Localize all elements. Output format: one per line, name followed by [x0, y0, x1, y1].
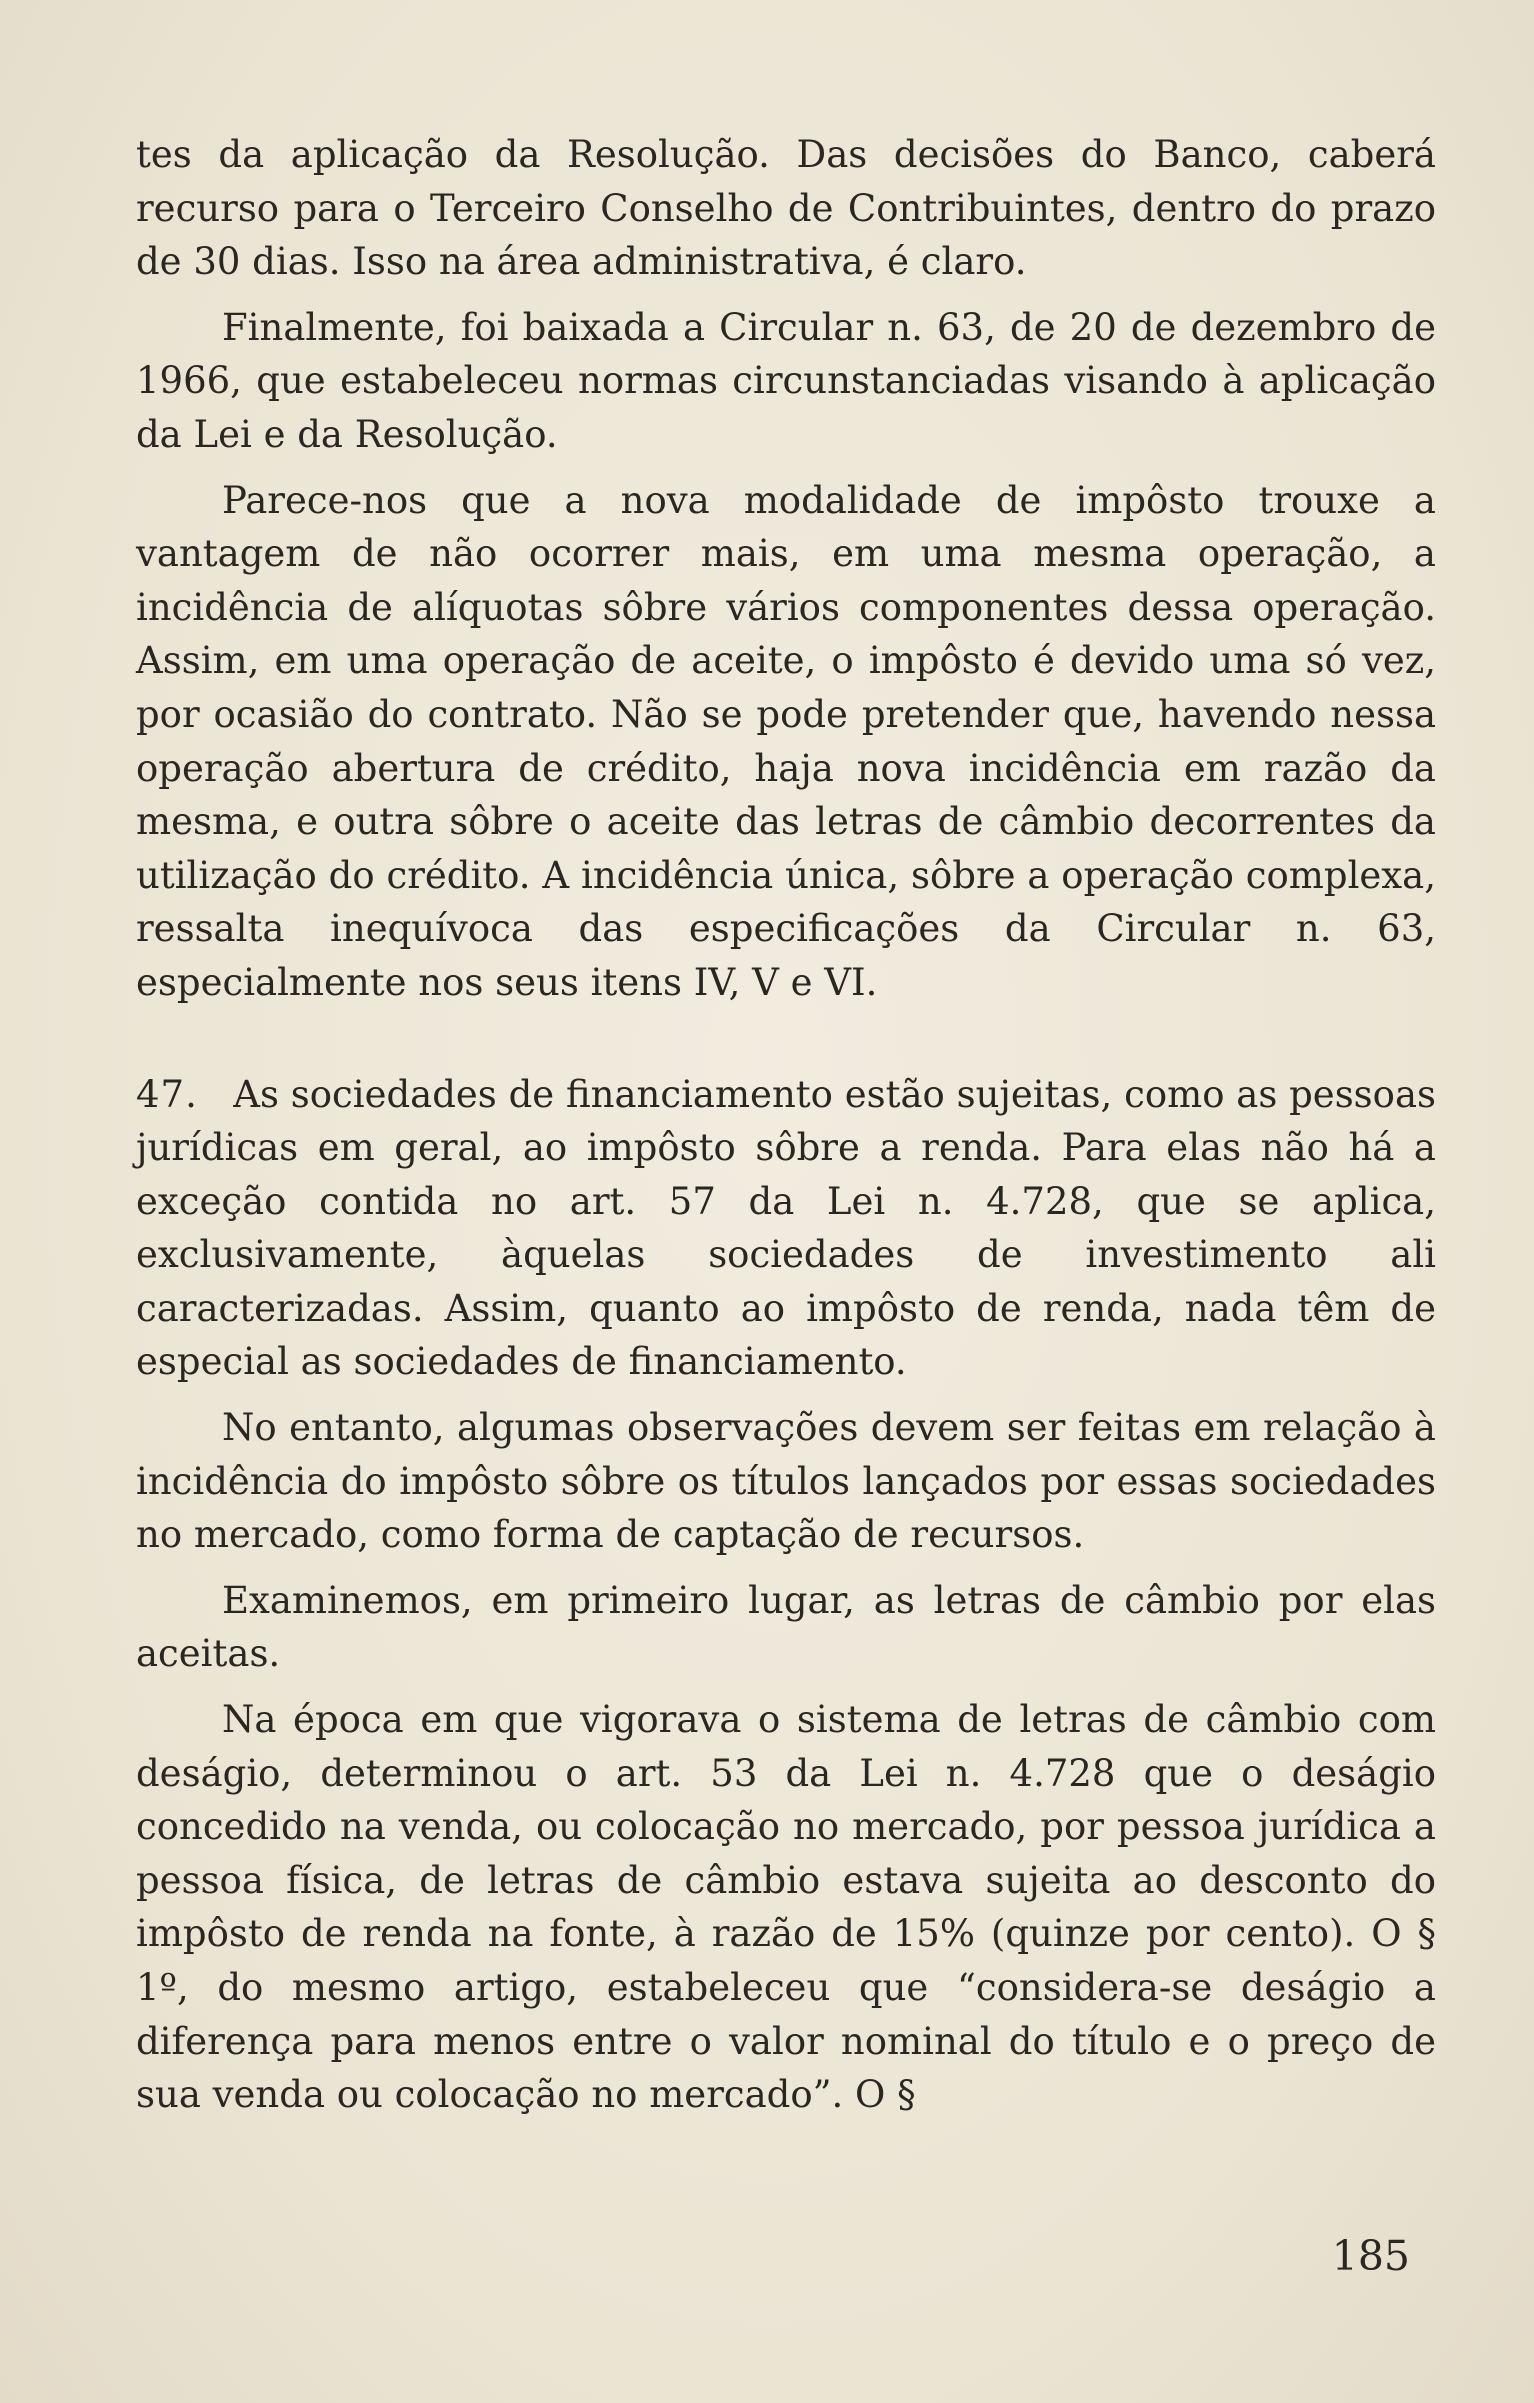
body-text: [136, 128, 1436, 2122]
section-number: 47.: [136, 1072, 198, 1116]
paragraph-desagio: Na época em que vigorava o sistema de letras de câmbio com deságio, determinou o art. 53 da Lei n. 4.728 que o deságio concedido na venda, ou colocação no mercado, por pessoa jurídica a pessoa física, de letras de câmbio estava sujeita ao desconto do impôsto de renda na fonte, à razão de 15% (quinze por cento). O § 1º, do mesmo artigo, estabeleceu que “considera-se deságio a diferença para menos entre o valor nominal do título e o preço de sua venda ou colocação no mercado”. O §: [136, 1698, 1436, 2117]
paragraph-tax-advantage: Parece-nos que a nova modalidade de impôsto trouxe a vantagem de não ocorrer mais, em uma mesma operação, a incidência de alíquotas sôbre vários componentes dessa operação. Assim, em uma operação de aceite, o impôsto é devido uma só vez, por ocasião do contrato. Não se pode pretender que, havendo nessa operação abertura de crédito, haja nova incidência em razão da mesma, e outra sôbre o aceite das letras de câmbio decorrentes da utilização do crédito. A incidência única, sôbre a operação complexa, ressalta inequívoca das especificações da Circular n. 63, especialmente nos seus itens IV, V e VI.: [136, 478, 1436, 1004]
paragraph-section-47: [136, 1068, 1436, 1390]
paragraph-observations: No entanto, algumas observações devem ser feitas em relação à incidência do impôsto sôbre os títulos lançados por essas sociedades no mercado, como forma de captação de recursos.: [136, 1406, 1436, 1557]
paragraph-continuation: tes da aplicação da Resolução. Das decisões do Banco, caberá recurso para o Terceiro Conselho de Contribuintes, dentro do prazo de 30 dias. Isso na área administrativa, é claro.: [136, 133, 1436, 284]
section-47-text: As sociedades de financiamento estão sujeitas, como as pessoas jurídicas em geral, ao impôsto sôbre a renda. Para elas não há a exceção contida no art. 57 da Lei n. 4.728, que se aplica, exclusivamente, àquelas sociedades de investimento ali caracterizadas. Assim, quanto ao impôsto de renda, nada têm de especial as sociedades de financiamento.: [136, 1072, 1436, 1384]
page-number: 185: [1331, 2232, 1410, 2280]
paragraph-circular: Finalmente, foi baixada a Circular n. 63, de 20 de dezembro de 1966, que estabeleceu normas circunstanciadas visando à aplicação da Lei e da Resolução.: [136, 305, 1436, 456]
paragraph-examine: Examinemos, em primeiro lugar, as letras de câmbio por elas aceitas.: [136, 1578, 1436, 1676]
